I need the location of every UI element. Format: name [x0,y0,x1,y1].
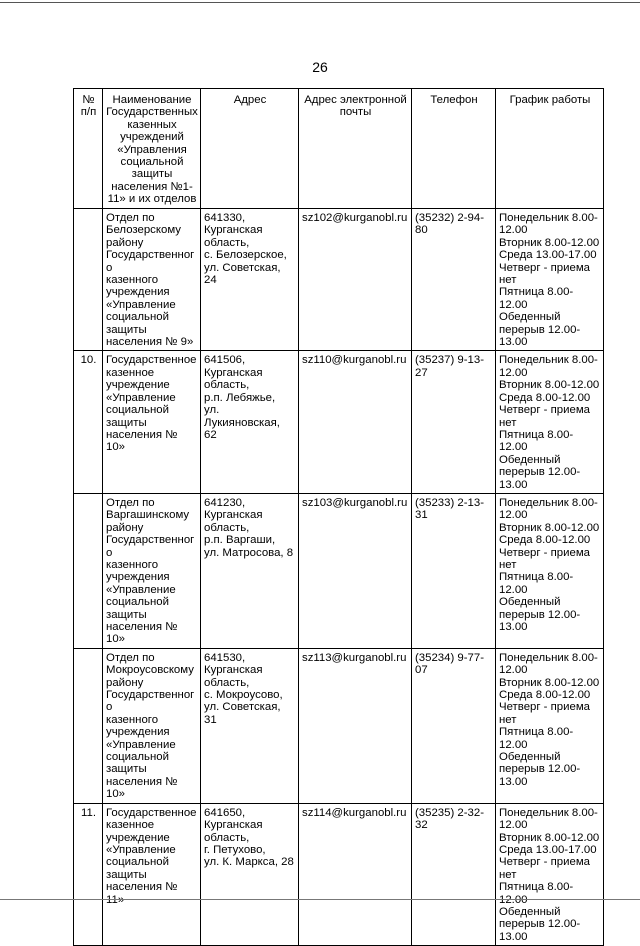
row-name: Отдел по Мокроусовскому району Государственного казенного учреждения «Управление социальной защиты населения № 10» [103,648,201,803]
row-name: Отдел по Белозерскому району Государственного казенного учреждения «Управление социальной защиты населения № 9» [103,209,201,351]
header-number: № п/п [74,89,103,209]
row-schedule: Понедельник 8.00- 12.00 Вторник 8.00-12.00 Среда 8.00-12.00 Четверг - приема нет Пятница 8.00-12.00 Обеденный перерыв 12.00-13.00 [496,351,604,493]
top-scan-edge [0,2,640,3]
row-schedule: Понедельник 8.00- 12.00 Вторник 8.00-12.00 Среда 8.00-12.00 Четверг - приема нет Пятница 8.00-12.00 Обеденный перерыв 12.00-13.00 [496,648,604,803]
row-address: 641650, Курганская область, г. Петухово, ул. К. Маркса, 28 [201,803,299,945]
row-address: 641506, Курганская область, р.п. Лебяжье, ул. Лукияновская, 62 [201,351,299,493]
row-number: 11. [74,803,103,945]
table-row [74,209,604,351]
row-number: 10. [74,351,103,493]
table-row [74,648,604,803]
row-email: sz110@kurganobl.ru [299,351,412,493]
row-number [74,493,103,648]
row-number [74,209,103,351]
institutions-table [73,88,604,946]
row-schedule: Понедельник 8.00- 12.00 Вторник 8.00-12.00 Среда 13.00-17.00 Четверг - приема нет Пятница 8.00-12.00 Обеденный перерыв 12.00-13.00 [496,209,604,351]
header-email: Адрес электронной почты [299,89,412,209]
table-row [74,803,604,945]
row-email: sz114@kurganobl.ru [299,803,412,945]
table-row [74,493,604,648]
row-phone: (35232) 2-94- 80 [412,209,496,351]
header-address: Адрес [201,89,299,209]
bottom-scan-edge [0,899,640,900]
header-schedule: График работы [496,89,604,209]
row-email: sz102@kurganobl.ru [299,209,412,351]
page-number: 26 [312,59,328,75]
row-schedule: Понедельник 8.00- 12.00 Вторник 8.00-12.00 Среда 8.00-12.00 Четверг - приема нет Пятница 8.00-12.00 Обеденный перерыв 12.00-13.00 [496,493,604,648]
row-phone: (35235) 2-32- 32 [412,803,496,945]
row-name: Отдел по Варгашинскому району Государственного казенного учреждения «Управление социальной защиты населения № 10» [103,493,201,648]
row-email: sz113@kurganobl.ru [299,648,412,803]
header-phone: Телефон [412,89,496,209]
row-address: 641230, Курганская область, р.п. Варгаши, ул. Матросова, 8 [201,493,299,648]
row-phone: (35233) 2-13- 31 [412,493,496,648]
row-email: sz103@kurganobl.ru [299,493,412,648]
row-name: Государственное казенное учреждение «Управление социальной защиты населения № 10» [103,351,201,493]
row-address: 641330, Курганская область, с. Белозерское, ул. Советская, 24 [201,209,299,351]
row-phone: (35234) 9-77- 07 [412,648,496,803]
row-phone: (35237) 9-13- 27 [412,351,496,493]
table-header-row [74,89,604,209]
row-name: Государственное казенное учреждение «Управление социальной защиты населения № [103,803,201,945]
row-address: 641530, Курганская область, с. Мокроусово, ул. Советская, 31 [201,648,299,803]
header-name: Наименование Государственных казенных учреждений «Управления социальной защиты населения №1- 11» и их отделов [103,89,201,209]
table-row [74,351,604,493]
row-schedule: Понедельник 8.00- 12.00 Вторник 8.00-12.00 Среда 13.00-17.00 Четверг - приема нет Пятница 8.00- Обеденный перерыв 12.00-13.00 [496,803,604,945]
row-number [74,648,103,803]
